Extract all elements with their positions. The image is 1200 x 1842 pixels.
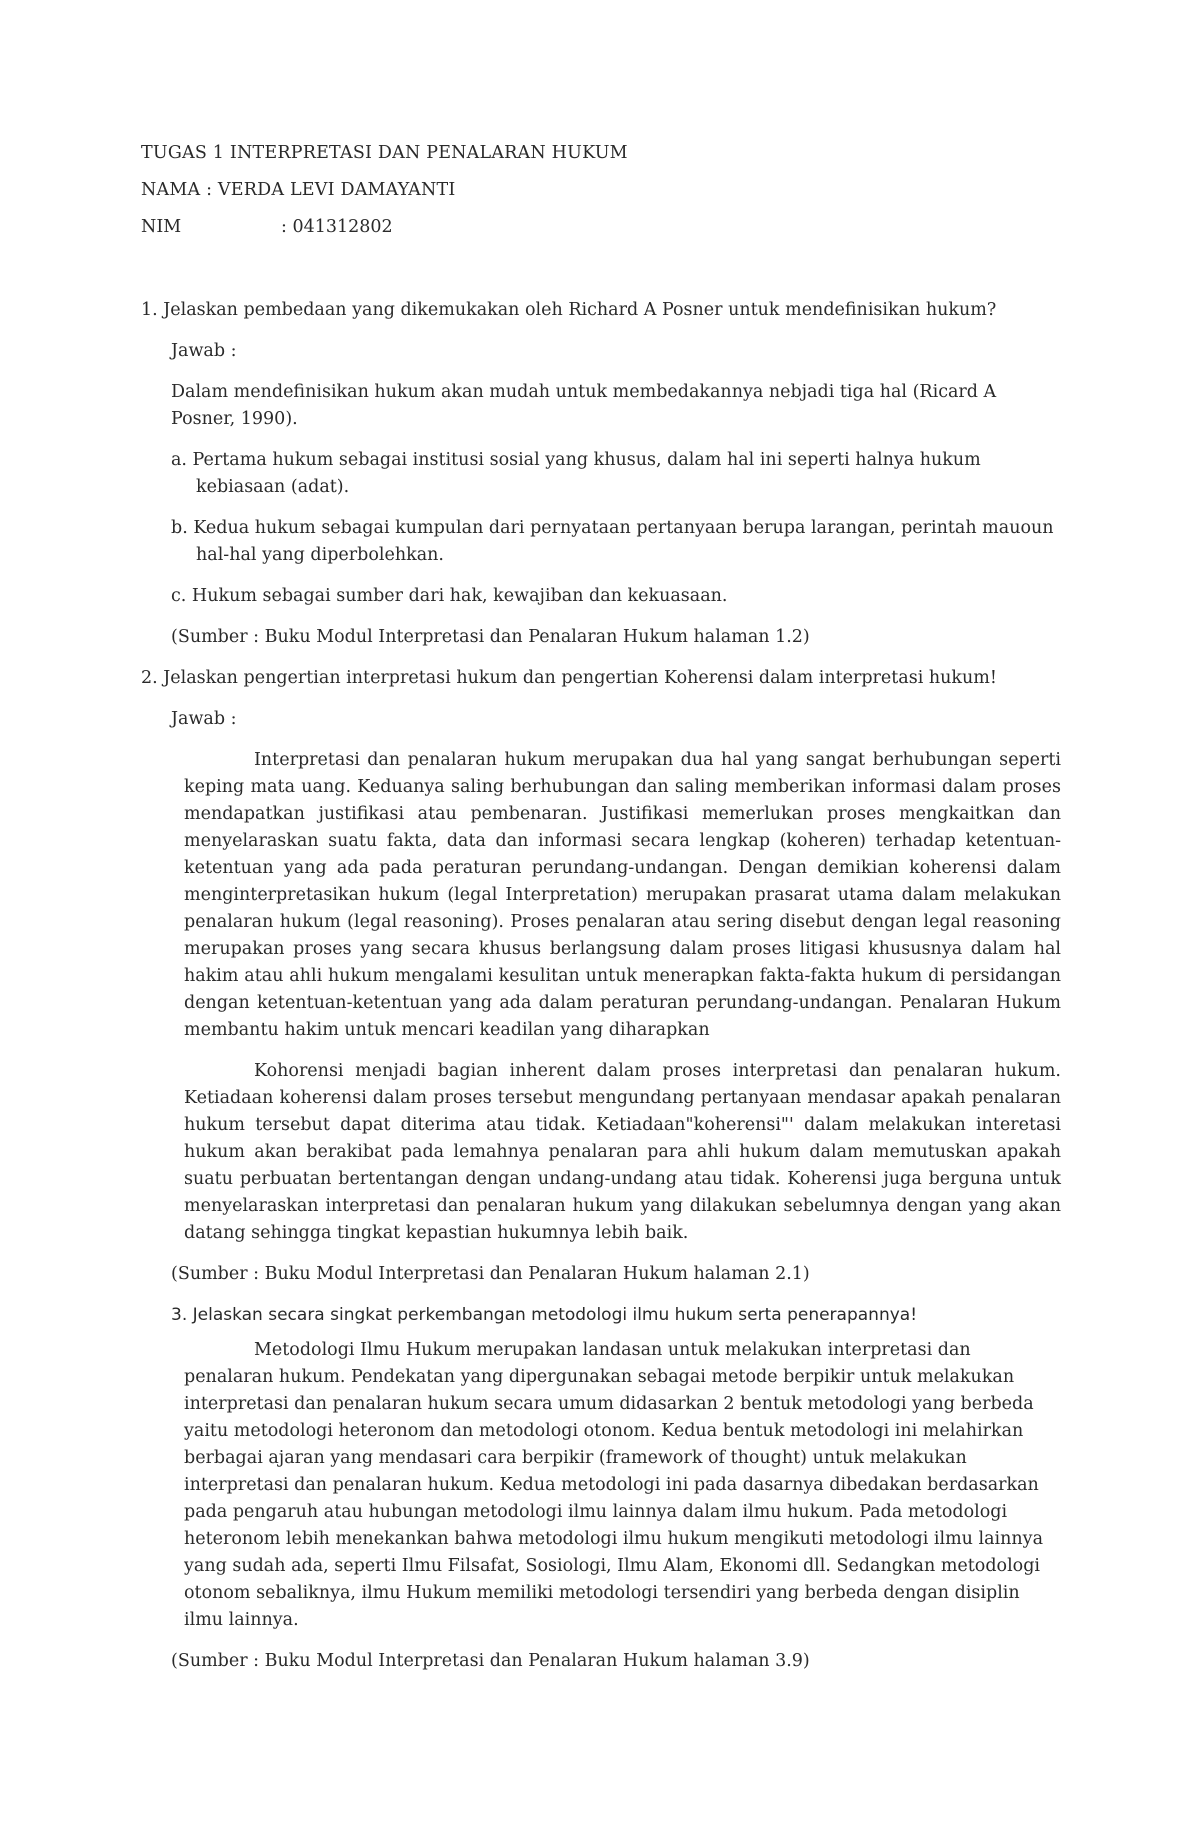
student-name: NAMA : VERDA LEVI DAMAYANTI	[141, 180, 456, 200]
question-1: 1. Jelaskan pembedaan yang dikemukakan oleh Richard A Posner untuk mendefinisikan hukum?	[141, 300, 997, 320]
question-2: 2. Jelaskan pengertian interpretasi hukum dan pengertian Koherensi dalam interpretasi hukum!	[141, 668, 997, 688]
answer-3-paragraph: Metodologi Ilmu Hukum merupakan landasan untuk melakukan interpretasi dan penalaran hukum. Pendekatan yang dipergunakan sebagai metode berpikir untuk melakukan interpretasi dan penalaran hukum secara umum didasarkan 2 bentuk metodologi yang berbeda yaitu metodologi heteronom dan metodologi otonom. Kedua bentuk metodologi ini melahirkan berbagai ajaran yang mendasari cara berpikir (framework of thought) untuk melakukan interpretasi dan penalaran hukum. Kedua metodologi ini pada dasarnya dibedakan berdasarkan pada pengaruh atau hubungan metodologi ilmu lainnya dalam ilmu hukum. Pada metodologi heteronom lebih menekankan bahwa metodologi ilmu hukum mengikuti metodologi ilmu lainnya yang sudah ada, seperti Ilmu Filsafat, Sosiologi, Ilmu Alam, Ekonomi dll. Sedangkan metodologi otonom sebaliknya, ilmu Hukum memiliki metodologi tersendiri yang berbeda dengan disiplin ilmu lainnya.	[184, 1340, 1044, 1630]
answer-1-intro: Dalam mendefinisikan hukum akan mudah untuk membedakannya nebjadi tiga hal (Ricard A Posner, 1990).	[171, 382, 997, 429]
answer-1-source: (Sumber : Buku Modul Interpretasi dan Penalaran Hukum halaman 1.2)	[171, 627, 810, 647]
answer-2-paragraph-1: Interpretasi dan penalaran hukum merupakan dua hal yang sangat berhubungan seperti keping mata uang. Keduanya saling berhubungan dan saling memberikan informasi dalam proses mendapatkan justifikasi atau pembenaran. Justifikasi memerlukan proses mengkaitkan dan menyelaraskan suatu fakta, data dan informasi secara lengkap (koheren) terhadap ketentuan-ketentuan yang ada pada peraturan perundang-undangan. Dengan demikian koherensi dalam menginterpretasikan hukum (legal Interpretation) merupakan prasarat utama dalam melakukan penalaran hukum (legal reasoning). Proses penalaran atau sering disebut dengan legal reasoning merupakan proses yang secara khusus berlangsung dalam proses litigasi khususnya dalam hal hakim atau ahli hukum mengalami kesulitan untuk menerapkan fakta-fakta hukum di persidangan dengan ketentuan-ketentuan yang ada dalam peraturan perundang-undangan. Penalaran Hukum membantu hakim untuk mencari keadilan yang diharapkan	[184, 750, 1061, 1040]
answer-1-item-c: c. Hukum sebagai sumber dari hak, kewajiban dan kekuasaan.	[171, 586, 728, 606]
document-title: TUGAS 1 INTERPRETASI DAN PENALARAN HUKUM	[141, 143, 628, 163]
answer-2-source: (Sumber : Buku Modul Interpretasi dan Penalaran Hukum halaman 2.1)	[171, 1264, 810, 1284]
nim-label: NIM	[141, 217, 182, 237]
question-3: 3. Jelaskan secara singkat perkembangan metodologi ilmu hukum serta penerapannya!	[171, 1305, 918, 1325]
student-nim-row	[141, 214, 1061, 241]
answer-3-source: (Sumber : Buku Modul Interpretasi dan Penalaran Hukum halaman 3.9)	[171, 1651, 810, 1671]
document-page	[141, 140, 1061, 1689]
nim-value: : 041312802	[281, 217, 393, 237]
answer-1-item-a: a. Pertama hukum sebagai institusi sosial yang khusus, dalam hal ini seperti halnya hukum kebiasaan (adat).	[171, 450, 981, 497]
answer-label-1: Jawab :	[171, 341, 237, 361]
answer-2-paragraph-2: Kohorensi menjadi bagian inherent dalam proses interpretasi dan penalaran hukum. Ketiadaan koherensi dalam proses tersebut mengundang pertanyaan mendasar apakah penalaran hukum tersebut dapat diterima atau tidak. Ketiadaan"koherensi"' dalam melakukan interetasi hukum akan berakibat pada lemahnya penalaran para ahli hukum dalam memutuskan apakah suatu perbuatan bertentangan dengan undang-undang atau tidak. Koherensi juga berguna untuk menyelaraskan interpretasi dan penalaran hukum yang dilakukan sebelumnya dengan yang akan datang sehingga tingkat kepastian hukumnya lebih baik.	[184, 1061, 1061, 1243]
answer-label-2: Jawab :	[171, 709, 237, 729]
answer-1-item-b: b. Kedua hukum sebagai kumpulan dari pernyataan pertanyaan berupa larangan, perintah mauoun hal-hal yang diperbolehkan.	[171, 518, 1054, 565]
